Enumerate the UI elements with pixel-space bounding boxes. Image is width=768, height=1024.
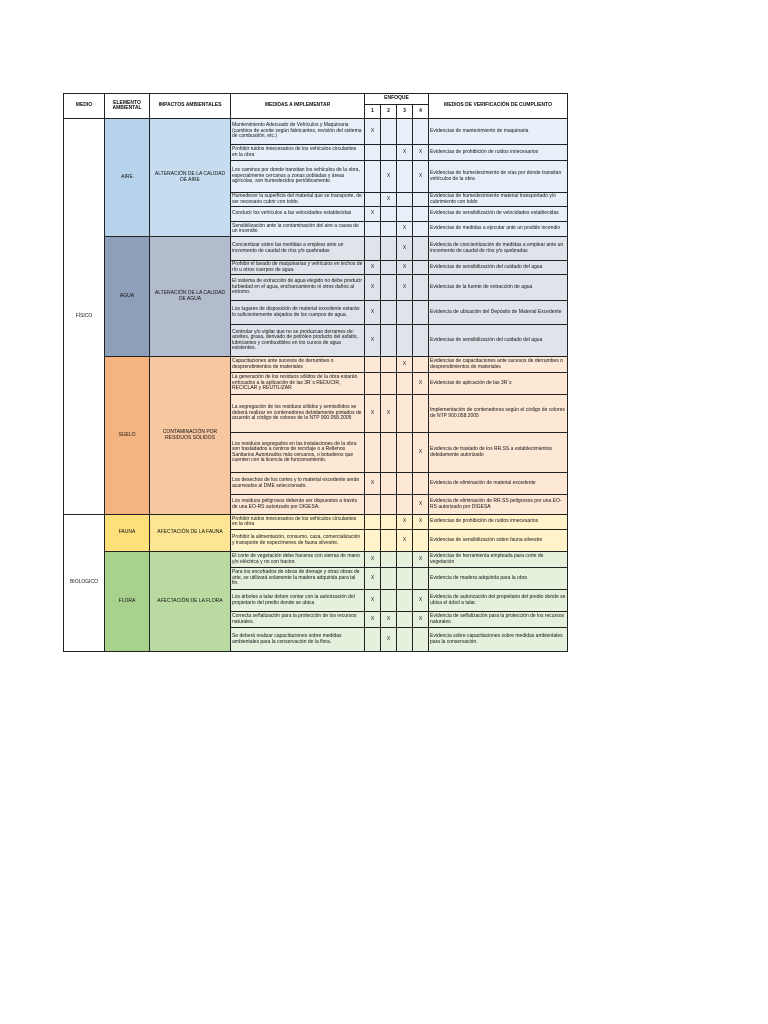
- enfoque-4-cell: X: [413, 552, 429, 568]
- enfoque-3-cell: [397, 119, 413, 145]
- enfoque-3-cell: X: [397, 275, 413, 301]
- verificacion-cell: Evidencia de autorización del propietario del predio donde se ubica el árbol a talar.: [429, 590, 568, 612]
- enfoque-1-cell: [365, 145, 381, 161]
- enfoque-2-cell: [381, 473, 397, 495]
- enfoque-2-cell: [381, 568, 397, 590]
- enfoque-4-cell: X: [413, 515, 429, 530]
- enfoque-1-cell: [365, 515, 381, 530]
- enfoque-3-cell: [397, 433, 413, 473]
- enfoque-4-cell: [413, 261, 429, 275]
- enfoque-3-cell: [397, 373, 413, 395]
- verificacion-cell: Evidencias de sensibilización de velocidades establecidas: [429, 207, 568, 222]
- header-medio: MEDIO: [64, 94, 105, 119]
- enfoque-4-cell: [413, 473, 429, 495]
- enfoque-1-cell: X: [365, 612, 381, 628]
- verificacion-cell: Evidencias de humedecimiento material transportado y/o cubrimiento con toldo: [429, 193, 568, 207]
- enfoque-2-cell: [381, 207, 397, 222]
- header-elemento: ELEMENTO AMBIENTAL: [105, 94, 150, 119]
- medida-cell: Correcta señalización para la protección de los recursos naturales.: [231, 612, 365, 628]
- medida-cell: Los caminos por donde transitan los vehículos de la obra, especialmente cercanos a zonas pobladas y áreas agrícolas, son humedecidos periódicamente.: [231, 161, 365, 193]
- medio-cell: FÍSICO: [64, 119, 105, 515]
- enfoque-4-cell: [413, 325, 429, 357]
- medida-cell: Humedecer la superficie del material que se transporte, de ser necesario cubrir con toldo.: [231, 193, 365, 207]
- verificacion-cell: Evidencias de herramienta empleada para corte de vegetación: [429, 552, 568, 568]
- enfoque-1-cell: X: [365, 473, 381, 495]
- table-row: [64, 552, 568, 568]
- enfoque-2-cell: [381, 325, 397, 357]
- enfoque-4-cell: [413, 568, 429, 590]
- medida-cell: Los lugares de disposición de material excedente estarán lo suficientemente alejados de los cuerpos de agua.: [231, 301, 365, 325]
- verificacion-cell: Evidencias de sensibilización sobre fauna silvestre: [429, 530, 568, 552]
- header-enfoque-4: 4: [413, 105, 429, 119]
- medida-cell: Capacitaciones ante sucesos de derrumbes o desprendimientos de materiales: [231, 357, 365, 373]
- enfoque-2-cell: [381, 237, 397, 261]
- enfoque-4-cell: [413, 395, 429, 433]
- verificacion-cell: Evidencias de humedecimiento de vías por donde transitan vehículos de la obra: [429, 161, 568, 193]
- medida-cell: Para los encofrados de obras de drenaje y otras obras de arte, se utilizará solamente la madera adquirida para tal fin.: [231, 568, 365, 590]
- verificacion-cell: Evidencia de traslado de los RR.SS a establecimientos debidamente autorizado: [429, 433, 568, 473]
- enfoque-1-cell: X: [365, 590, 381, 612]
- header-enfoque: ENFOQUE: [365, 94, 429, 105]
- enfoque-1-cell: X: [365, 568, 381, 590]
- enfoque-3-cell: X: [397, 237, 413, 261]
- verificacion-cell: Evidencias de prohibición de ruidos innecesarios: [429, 145, 568, 161]
- enfoque-2-cell: X: [381, 395, 397, 433]
- header-enfoque-3: 3: [397, 105, 413, 119]
- enfoque-4-cell: X: [413, 433, 429, 473]
- enfoque-2-cell: [381, 301, 397, 325]
- enfoque-2-cell: X: [381, 628, 397, 652]
- medida-cell: Los desechos de los cortes y lo material excedente serán acarreados al DME seleccionado.: [231, 473, 365, 495]
- enfoque-2-cell: X: [381, 612, 397, 628]
- verificacion-cell: Evidencia de concientización de medidas a emplear ante un incremento de caudal de ríos y/o quebradas: [429, 237, 568, 261]
- enfoque-4-cell: [413, 275, 429, 301]
- enfoque-3-cell: [397, 552, 413, 568]
- verificacion-cell: Evidencias de sensibilización del cuidado del agua: [429, 325, 568, 357]
- enfoque-4-cell: [413, 628, 429, 652]
- enfoque-3-cell: X: [397, 222, 413, 237]
- enfoque-4-cell: X: [413, 590, 429, 612]
- enfoque-1-cell: X: [365, 275, 381, 301]
- impacto-cell-fauna: AFECTACIÓN DE LA FAUNA: [150, 515, 231, 552]
- enfoque-1-cell: [365, 237, 381, 261]
- enfoque-3-cell: X: [397, 357, 413, 373]
- enfoque-2-cell: [381, 530, 397, 552]
- medida-cell: Prohibir ruidos innecesarios de los vehículos circulantes en la obra: [231, 515, 365, 530]
- enfoque-3-cell: [397, 161, 413, 193]
- impacto-cell-agua: ALTERACIÓN DE LA CALIDAD DE AGUA: [150, 237, 231, 357]
- impacto-cell-aire: ALTERACIÓN DE LA CALIDAD DE AIRE: [150, 119, 231, 237]
- header-impactos: IMPACTOS AMBIENTALES: [150, 94, 231, 119]
- enfoque-4-cell: [413, 301, 429, 325]
- verificacion-cell: Evidencias de medidas a ejecutar ante un posible incendio: [429, 222, 568, 237]
- verificacion-cell: Evidencia de eliminación de material excedente: [429, 473, 568, 495]
- enfoque-4-cell: [413, 357, 429, 373]
- enfoque-1-cell: [365, 628, 381, 652]
- enfoque-2-cell: X: [381, 161, 397, 193]
- enfoque-3-cell: [397, 301, 413, 325]
- verificacion-cell: Evidencia de eliminación de RR.SS peligrosos por una EO-RS autorizado por DIGESA: [429, 495, 568, 515]
- medida-cell: Prohibir el lavado de maquinarias y vehículos en lechos de río u otros cuerpos de agua.: [231, 261, 365, 275]
- enfoque-1-cell: X: [365, 207, 381, 222]
- enfoque-2-cell: [381, 515, 397, 530]
- enfoque-3-cell: [397, 207, 413, 222]
- medida-cell: Sensibilización ante la contaminación del aire a causa de un incendio: [231, 222, 365, 237]
- elemento-cell-flora: FLORA: [105, 552, 150, 652]
- enfoque-2-cell: [381, 145, 397, 161]
- elemento-cell-agua: AGUA: [105, 237, 150, 357]
- verificacion-cell: Evidencias de capacitaciones ante sucesos de derrumbes o desprendimientos de materiales: [429, 357, 568, 373]
- enfoque-1-cell: X: [365, 552, 381, 568]
- medida-cell: Controlar y/o vigilar que no se produzcan derrames de: aceites, grasa, derivado de petróleo producto del asfalto, lubricantes y combustibles en los cursos de agua existentes.: [231, 325, 365, 357]
- impacto-cell-suelo: CONTAMINACIÓN POR RESIDUOS SÓLIDOS: [150, 357, 231, 515]
- enfoque-3-cell: [397, 628, 413, 652]
- enfoque-1-cell: [365, 357, 381, 373]
- enfoque-3-cell: [397, 590, 413, 612]
- enfoque-3-cell: X: [397, 530, 413, 552]
- header-medidas: MEDIDAS A IMPLEMENTAR: [231, 94, 365, 119]
- enfoque-4-cell: X: [413, 145, 429, 161]
- medida-cell: La segregación de los residuos sólidos y semisólidos se deberá realizar en contenedores debidamente pintados de acuerdo al código de colores de la NTP 900.058.2005: [231, 395, 365, 433]
- enfoque-2-cell: [381, 433, 397, 473]
- enfoque-3-cell: [397, 612, 413, 628]
- medida-cell: Concientizar sobre las medidas a emplear ante un incremento de caudal de ríos y/o quebradas: [231, 237, 365, 261]
- enfoque-2-cell: [381, 222, 397, 237]
- medida-cell: Conducir los vehículos a las velocidades establecidas: [231, 207, 365, 222]
- verificacion-cell: Evidencias de prohibición de ruidos innecesarios: [429, 515, 568, 530]
- header-verificacion: MEDIOS DE VERIFICACIÓN DE CUMPLIENTO: [429, 94, 568, 119]
- medida-cell: El corte de vegetación debe hacerse con sierras de mano y/o eléctrica y no con tractor.: [231, 552, 365, 568]
- impacto-cell-flora: AFECTACIÓN DE LA FLORA: [150, 552, 231, 652]
- medio-cell: BIOLOGICO: [64, 515, 105, 652]
- enfoque-1-cell: [365, 433, 381, 473]
- medida-cell: La generación de los residuos sólidos de la obra estarán enfocados a la aplicación de las 3R´s REDUCIR, RECICLAR y REUTILIZAR: [231, 373, 365, 395]
- enfoque-3-cell: X: [397, 145, 413, 161]
- table-row: [64, 357, 568, 373]
- enfoque-1-cell: [365, 193, 381, 207]
- verificacion-cell: Evidencias de aplicación de las 3R´s: [429, 373, 568, 395]
- enfoque-4-cell: [413, 207, 429, 222]
- elemento-cell-fauna: FAUNA: [105, 515, 150, 552]
- medida-cell: Prohibir la alimentación, consumo, caza, comercialización y transporte de especímenes de fauna silvestre.: [231, 530, 365, 552]
- header-enfoque-2: 2: [381, 105, 397, 119]
- enfoque-3-cell: [397, 325, 413, 357]
- enfoque-4-cell: [413, 193, 429, 207]
- enfoque-3-cell: [397, 495, 413, 515]
- enfoque-1-cell: X: [365, 301, 381, 325]
- enfoque-1-cell: X: [365, 325, 381, 357]
- medida-cell: Se deberá realizar capacitaciones sobre medidas ambientales para la conservación de la flora.: [231, 628, 365, 652]
- verificacion-cell: Evidencias de sensibilización del cuidado del agua: [429, 261, 568, 275]
- enfoque-3-cell: X: [397, 261, 413, 275]
- enfoque-1-cell: [365, 373, 381, 395]
- enfoque-4-cell: X: [413, 161, 429, 193]
- verificacion-cell: Evidencias de la fuente de extracción de agua: [429, 275, 568, 301]
- enfoque-3-cell: X: [397, 515, 413, 530]
- enfoque-1-cell: [365, 161, 381, 193]
- enfoque-3-cell: [397, 193, 413, 207]
- enfoque-1-cell: X: [365, 261, 381, 275]
- enfoque-4-cell: X: [413, 495, 429, 515]
- verificacion-cell: Evidencia de ubicación del Depósito de Material Excedente: [429, 301, 568, 325]
- enfoque-2-cell: [381, 119, 397, 145]
- enfoque-1-cell: [365, 530, 381, 552]
- header-row-1: [64, 94, 568, 105]
- verificacion-cell: Evidencia de señalización para la protección de los recursos naturales: [429, 612, 568, 628]
- verificacion-cell: Implementación de contenedores según el código de colores de NTP 900.058.2005: [429, 395, 568, 433]
- enfoque-4-cell: X: [413, 612, 429, 628]
- medida-cell: Prohibir ruidos innecesarios de los vehículos circulantes en la obra: [231, 145, 365, 161]
- verificacion-cell: Evidencia de madera adquirida para la obra: [429, 568, 568, 590]
- medida-cell: El sistema de extracción de agua elegido no debe producir turbiedad en el agua, encharcamiento ni otros daños al entorno.: [231, 275, 365, 301]
- enfoque-3-cell: [397, 395, 413, 433]
- enfoque-4-cell: X: [413, 373, 429, 395]
- enfoque-4-cell: [413, 237, 429, 261]
- enfoque-4-cell: [413, 222, 429, 237]
- enfoque-2-cell: [381, 275, 397, 301]
- enfoque-1-cell: X: [365, 395, 381, 433]
- table-row: [64, 119, 568, 145]
- enfoque-2-cell: [381, 373, 397, 395]
- enfoque-3-cell: [397, 473, 413, 495]
- enfoque-2-cell: [381, 495, 397, 515]
- header-enfoque-1: 1: [365, 105, 381, 119]
- medida-cell: Los residuos segregados en las instalaciones de la obra son trasladados a centros de reciclaje o a Rellenos Sanitarios Autorizados más cercanos, o botaderos que cuenten con la licencia de funcionamiento.: [231, 433, 365, 473]
- elemento-cell-aire: AIRE: [105, 119, 150, 237]
- enfoque-2-cell: [381, 590, 397, 612]
- table-row: [64, 515, 568, 530]
- enfoque-4-cell: [413, 530, 429, 552]
- enfoque-1-cell: [365, 222, 381, 237]
- enfoque-1-cell: X: [365, 119, 381, 145]
- enfoque-3-cell: [397, 568, 413, 590]
- elemento-cell-suelo: SUELO: [105, 357, 150, 515]
- enfoque-4-cell: [413, 119, 429, 145]
- medida-cell: Mantenimiento Adecuado de Vehículos y Maquinaria (cambios de aceite según fabricantes, revisión del sistema de combustión, etc.): [231, 119, 365, 145]
- enfoque-2-cell: X: [381, 193, 397, 207]
- table-body: [64, 119, 568, 652]
- environmental-measures-table: [63, 93, 568, 652]
- enfoque-2-cell: [381, 357, 397, 373]
- verificacion-cell: Evidencias de mantenimiento de maquinaria: [429, 119, 568, 145]
- enfoque-2-cell: [381, 552, 397, 568]
- table-row: [64, 237, 568, 261]
- medida-cell: Los árboles a talar deben contar con la autorización del propietario del predio donde se ubica: [231, 590, 365, 612]
- verificacion-cell: Evidencia sobre capacitaciones sobre medidas ambientales para la conservación.: [429, 628, 568, 652]
- enfoque-1-cell: [365, 495, 381, 515]
- medida-cell: Los residuos peligrosos deberán ser dispuestos a través de una EO-RS autorizado por DIGESA.: [231, 495, 365, 515]
- enfoque-2-cell: [381, 261, 397, 275]
